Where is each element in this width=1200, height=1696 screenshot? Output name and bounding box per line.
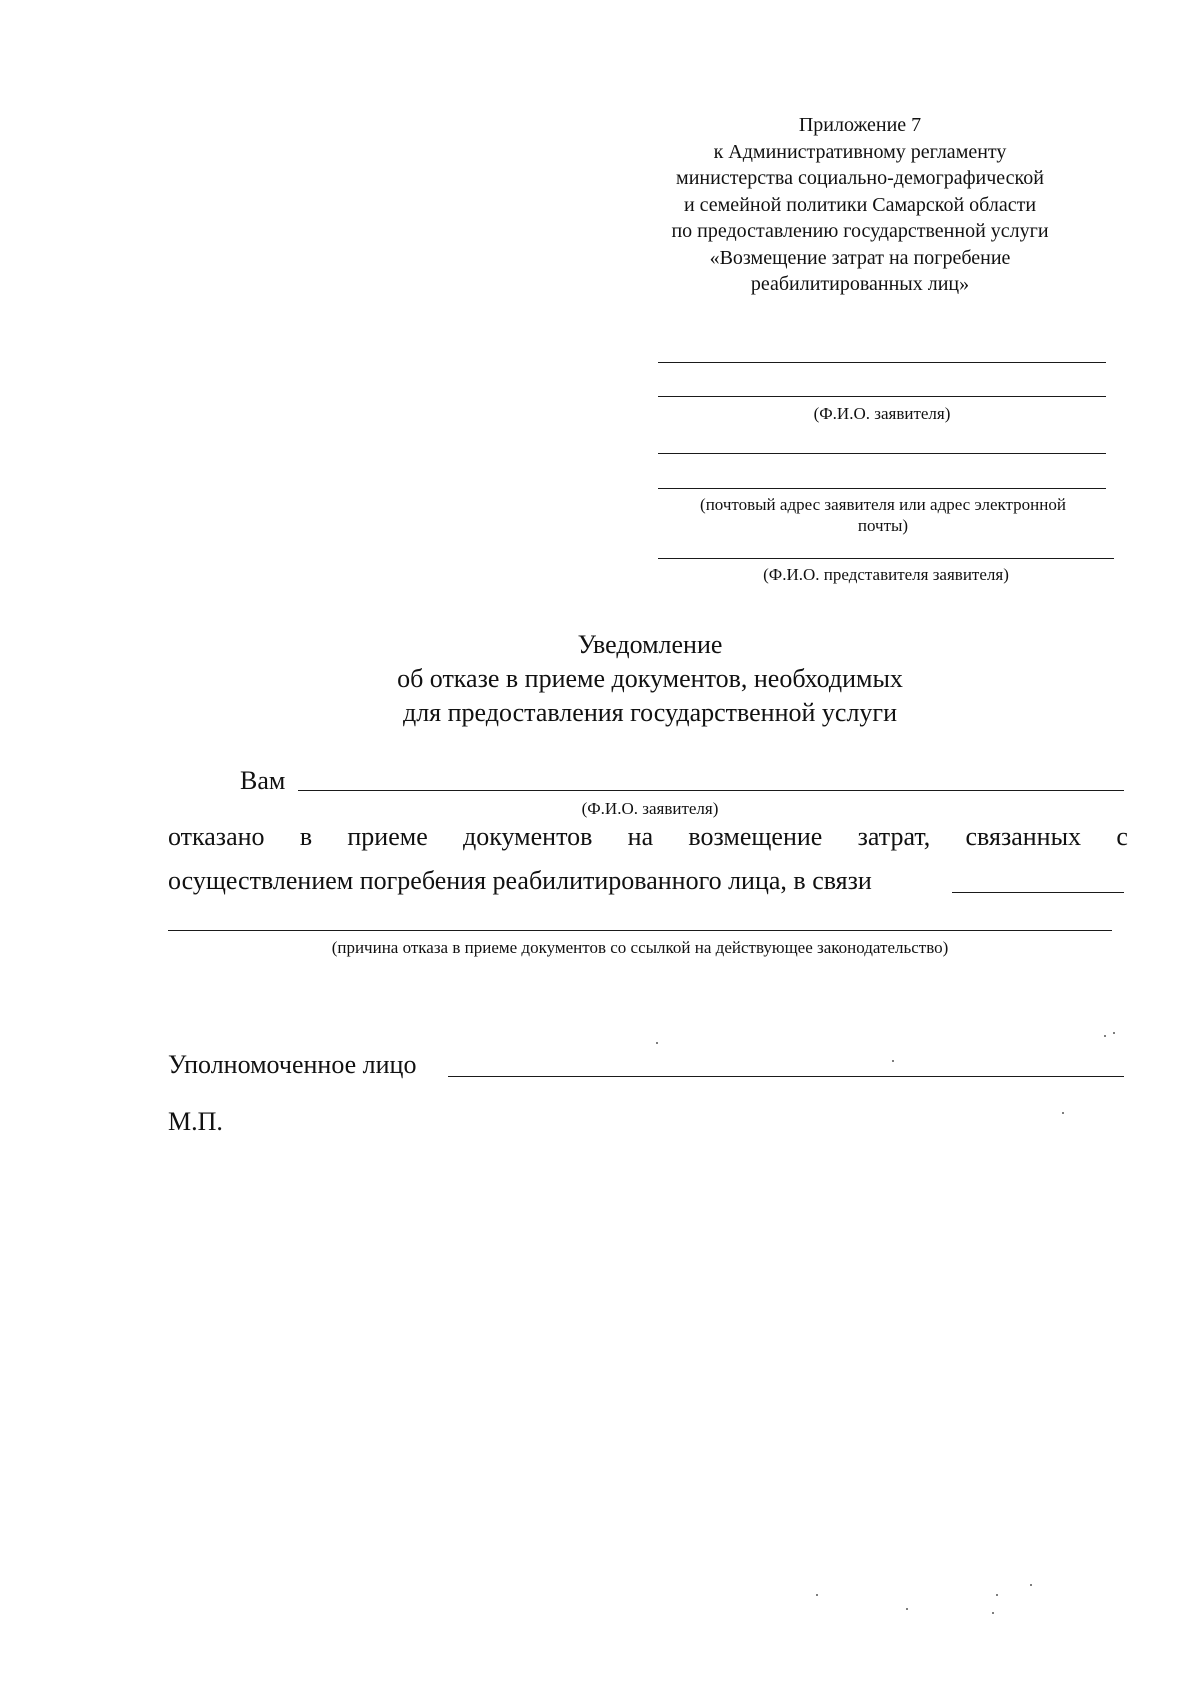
authorized-person-line[interactable] <box>448 1076 1124 1077</box>
scan-speck <box>656 1042 658 1044</box>
annex-line: и семейной политики Самарской области <box>683 193 1037 216</box>
notice-title-line: для предоставления государственной услуги <box>402 698 898 727</box>
word: отказано <box>168 822 265 851</box>
annex-line: реабилитированных лиц» <box>750 273 970 295</box>
address-caption-line: почты) <box>857 516 909 535</box>
vam-fio-line[interactable] <box>298 790 1124 791</box>
refusal-sentence-line-2: осуществлением погребения реабилитированного лица, в связи <box>168 866 872 895</box>
word: приеме <box>347 822 428 851</box>
authorized-person-label: Уполномоченное лицо <box>168 1050 417 1079</box>
word: затрат, <box>857 822 931 851</box>
vam-label: Вам <box>240 766 286 795</box>
applicant-fio-caption: (Ф.И.О. заявителя) <box>813 404 951 423</box>
reason-line-1[interactable] <box>952 892 1124 893</box>
seal-label: М.П. <box>168 1107 223 1136</box>
notice-title-line: об отказе в приеме документов, необходимых <box>397 664 903 693</box>
applicant-address-line-1[interactable] <box>658 453 1106 454</box>
scan-speck <box>1104 1035 1106 1037</box>
word: возмещение <box>688 822 823 851</box>
representative-fio-caption: (Ф.И.О. представителя заявителя) <box>763 565 1009 584</box>
representative-fio-line[interactable] <box>658 558 1114 559</box>
address-caption-line: (почтовый адрес заявителя или адрес электронной <box>700 495 1066 514</box>
word: в <box>299 822 313 851</box>
annex-line: «Возмещение затрат на погребение <box>709 246 1011 269</box>
scan-speck <box>892 1060 894 1062</box>
scan-speck <box>996 1594 998 1596</box>
applicant-fio-line-1[interactable] <box>658 362 1106 363</box>
annex-line: к Административному регламенту <box>713 140 1007 163</box>
applicant-address-line-2[interactable] <box>658 488 1106 489</box>
scan-speck <box>1062 1112 1064 1114</box>
applicant-address-caption <box>650 494 1116 536</box>
annex-line: министерства социально-демографической <box>676 167 1044 189</box>
vam-fio-caption: (Ф.И.О. заявителя) <box>581 799 719 818</box>
scan-speck <box>1030 1584 1032 1586</box>
scan-speck <box>992 1612 994 1614</box>
refusal-sentence-line-1 <box>168 822 1128 852</box>
word: связанных <box>965 822 1082 851</box>
scan-speck <box>816 1594 818 1596</box>
reason-caption: (причина отказа в приеме документов со ссылкой на действующее законодательство) <box>331 938 949 957</box>
applicant-fio-line-2[interactable] <box>658 396 1106 397</box>
notice-title-line: Уведомление <box>577 630 723 659</box>
annex-header <box>610 112 1110 298</box>
word: с <box>1116 822 1128 851</box>
word: документов <box>463 822 593 851</box>
word: на <box>627 822 654 851</box>
reason-line-2[interactable] <box>168 930 1112 931</box>
notice-title <box>300 628 1000 730</box>
scan-speck <box>906 1608 908 1610</box>
annex-line: по предоставлению государственной услуги <box>671 220 1049 242</box>
scan-speck <box>1113 1032 1115 1034</box>
annex-line: Приложение 7 <box>798 114 922 136</box>
